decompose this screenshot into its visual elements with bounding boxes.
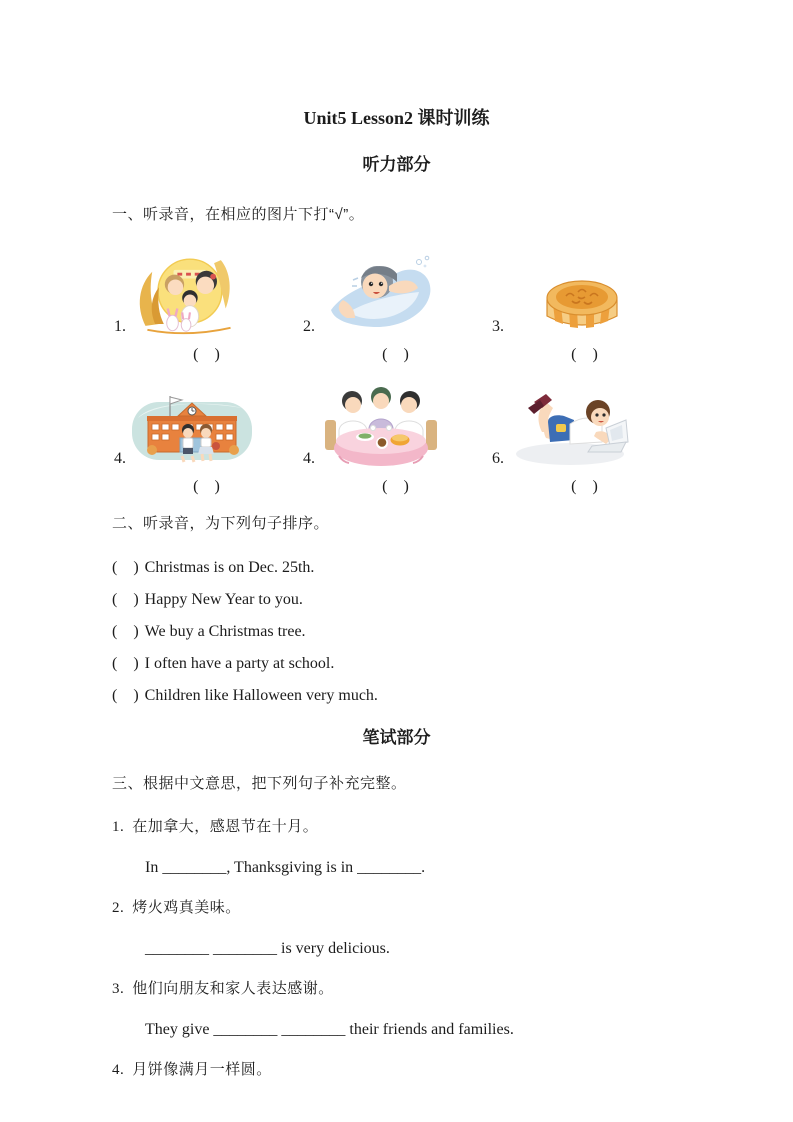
ordering-sentence-5 xyxy=(112,685,681,707)
sentence-text: I often have a party at school. xyxy=(144,655,335,672)
chinese-prompt: 月饼像满月一样圆。 xyxy=(132,1061,272,1078)
picture-item-4 xyxy=(112,380,301,496)
fill-item-english: They give ________ ________ their friends and families. xyxy=(145,1021,514,1038)
moon-family-illustration xyxy=(130,250,246,338)
picture-number: 4. xyxy=(303,450,315,467)
item-number: 4. xyxy=(112,1062,125,1078)
chinese-prompt: 烤火鸡真美味。 xyxy=(132,899,241,916)
fill-item-english: In ________, Thanksgiving is in ________. xyxy=(145,859,426,876)
fill-item-chinese xyxy=(112,979,681,999)
fill-item-3 xyxy=(112,979,681,1040)
boy-laptop-illustration xyxy=(508,388,630,470)
answer-paren-2: ( ) xyxy=(382,346,409,363)
order-paren: ( ) xyxy=(112,623,139,640)
item-number: 2. xyxy=(112,900,125,916)
picture-number: 1. xyxy=(114,318,126,335)
chinese-prompt: 在加拿大，感恩节在十月。 xyxy=(132,818,319,835)
picture-item-2 xyxy=(301,248,490,364)
written-section-header: 笔试部分 xyxy=(362,728,431,747)
ordering-sentence-4 xyxy=(112,653,681,675)
sentence-text: Happy New Year to you. xyxy=(144,591,303,608)
picture-number: 3. xyxy=(492,318,504,335)
fill-item-english: ________ ________ is very delicious. xyxy=(145,940,390,957)
fill-item-chinese xyxy=(112,898,681,918)
sentence-text: Children like Halloween very much. xyxy=(144,687,378,704)
fill-item-2 xyxy=(112,898,681,959)
sentence-text: Christmas is on Dec. 25th. xyxy=(144,559,315,576)
picture-number: 2. xyxy=(303,318,315,335)
answer-paren-4: ( ) xyxy=(193,478,220,495)
mooncake-illustration xyxy=(536,266,628,338)
order-paren: ( ) xyxy=(112,655,139,672)
ordering-sentence-1 xyxy=(112,557,681,579)
family-dinner-illustration xyxy=(319,384,443,470)
ordering-sentence-3 xyxy=(112,621,681,643)
answer-paren-5: ( ) xyxy=(382,478,409,495)
item-number: 1. xyxy=(112,819,125,835)
fill-item-1 xyxy=(112,817,681,878)
picture-item-6 xyxy=(490,380,679,496)
answer-paren-1: ( ) xyxy=(193,346,220,363)
order-paren: ( ) xyxy=(112,559,139,576)
q2-section xyxy=(112,512,681,707)
answer-paren-6: ( ) xyxy=(571,478,598,495)
swimming-boy-illustration xyxy=(319,252,441,338)
q3-instruction: 三、根据中文意思，把下列句子补充完整。 xyxy=(112,775,407,792)
picture-item-5 xyxy=(301,380,490,496)
picture-item-1 xyxy=(112,248,301,364)
q2-instruction: 二、听录音，为下列句子排序。 xyxy=(112,515,330,532)
sentence-text: We buy a Christmas tree. xyxy=(144,623,306,640)
chinese-prompt: 他们向朋友和家人表达感谢。 xyxy=(132,980,334,997)
q1-instruction: 一、听录音，在相应的图片下打“√”。 xyxy=(112,206,365,223)
fill-item-chinese xyxy=(112,817,681,837)
listening-section-header: 听力部分 xyxy=(362,155,431,174)
school-kids-illustration xyxy=(130,388,254,470)
picture-row-1 xyxy=(112,248,681,364)
fill-item-chinese xyxy=(112,1060,681,1080)
picture-row-2 xyxy=(112,380,681,496)
ordering-sentence-2 xyxy=(112,589,681,611)
order-paren: ( ) xyxy=(112,687,139,704)
answer-paren-3: ( ) xyxy=(571,346,598,363)
picture-item-3 xyxy=(490,248,679,364)
order-paren: ( ) xyxy=(112,591,139,608)
item-number: 3. xyxy=(112,981,125,997)
picture-number: 6. xyxy=(492,450,504,467)
picture-number: 4. xyxy=(114,450,126,467)
worksheet-title: Unit5 Lesson2 课时训练 xyxy=(303,108,490,128)
fill-item-4 xyxy=(112,1060,681,1080)
